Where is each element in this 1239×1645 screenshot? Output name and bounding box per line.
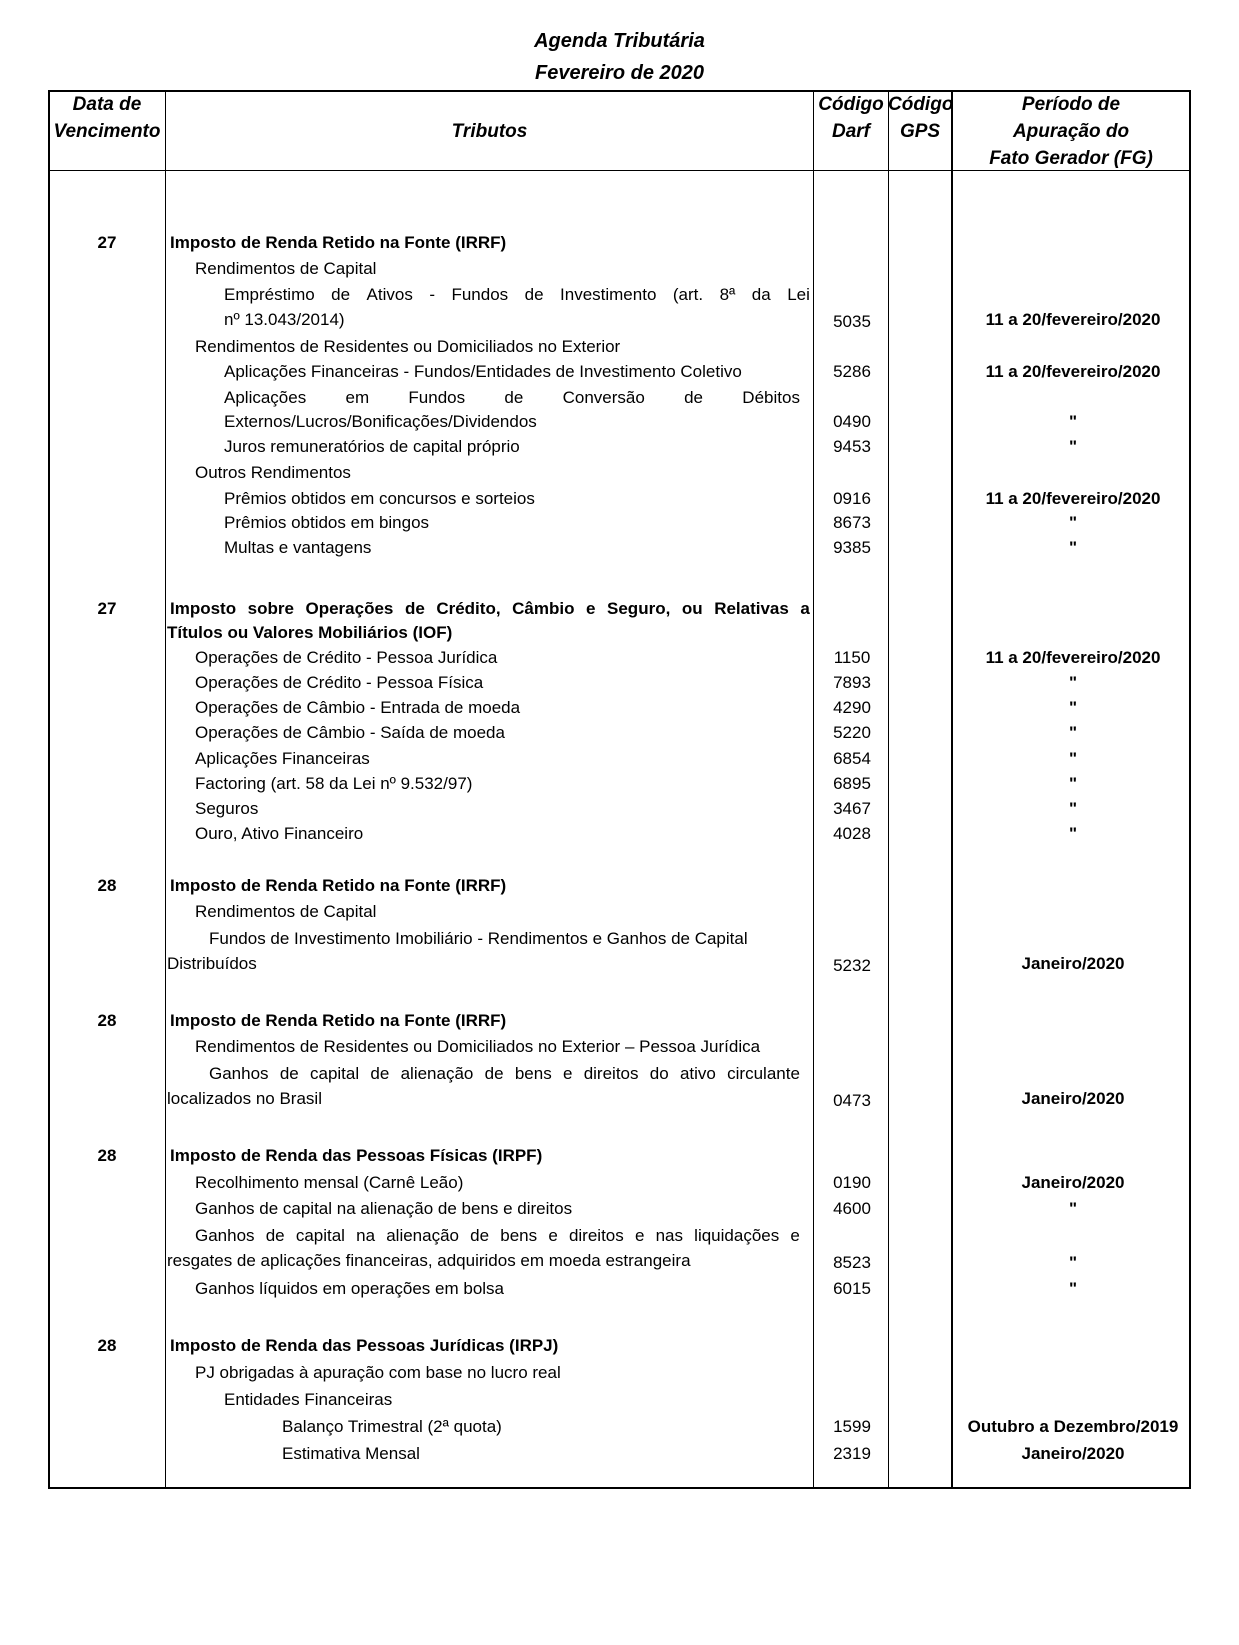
tax-item: Prêmios obtidos em bingos	[224, 513, 430, 532]
tax-subheading: Rendimentos de Residentes ou Domiciliados no Exterior – Pessoa Jurídica	[195, 1037, 761, 1056]
word: circulante	[727, 1064, 800, 1083]
word: (art.	[672, 285, 704, 304]
word: Fundos	[451, 285, 509, 304]
due-date: 28	[97, 876, 117, 895]
tax-item: Estimativa Mensal	[282, 1444, 420, 1463]
period: Outubro a Dezembro/2019	[967, 1417, 1179, 1436]
tax-item: Operações de Crédito - Pessoa Física	[195, 673, 484, 692]
tax-subheading: Entidades Financeiras	[224, 1390, 393, 1409]
darf-code: 0190	[833, 1173, 871, 1192]
word: de	[484, 1064, 504, 1083]
word: de	[370, 1064, 390, 1083]
word: e	[548, 1226, 558, 1245]
word: de	[524, 285, 544, 304]
period-ditto: "	[1068, 723, 1078, 742]
col-divider-tributos	[813, 90, 814, 1489]
period-ditto: "	[1068, 824, 1078, 843]
tax-item: Ganhos de capital na alienação de bens e direitos	[195, 1199, 573, 1218]
word: bens	[514, 1064, 552, 1083]
period: 11 a 20/fevereiro/2020	[985, 362, 1161, 381]
word: e	[586, 599, 596, 618]
period-ditto: "	[1068, 538, 1078, 557]
table-left-border	[48, 90, 50, 1489]
word: a	[800, 599, 810, 618]
word: ativo	[679, 1064, 716, 1083]
tax-item	[195, 1225, 800, 1247]
document-subtitle: Fevereiro de 2020	[535, 62, 704, 84]
period-ditto: "	[1068, 774, 1078, 793]
tax-item: Operações de Crédito - Pessoa Jurídica	[195, 648, 498, 667]
period-ditto: "	[1068, 513, 1078, 532]
tax-item: Prêmios obtidos em concursos e sorteios	[224, 489, 535, 508]
tax-heading: Imposto de Renda das Pessoas Jurídicas (IRPJ)	[170, 1336, 559, 1355]
tax-subheading: Outros Rendimentos	[195, 463, 351, 482]
word: de	[331, 285, 351, 304]
period: 11 a 20/fevereiro/2020	[985, 310, 1161, 329]
word: liquidações	[694, 1226, 780, 1245]
word: Ganhos	[209, 1064, 269, 1083]
tax-item-cont: resgates de aplicações financeiras, adquiridos em moeda estrangeira	[167, 1251, 691, 1270]
word: Ativos	[366, 285, 413, 304]
word: capital	[295, 1226, 345, 1245]
period-ditto: "	[1068, 412, 1078, 431]
period: Janeiro/2020	[1021, 1444, 1125, 1463]
darf-code: 1150	[833, 648, 871, 667]
word: Conversão	[562, 388, 645, 407]
word: de	[404, 599, 425, 618]
word: Câmbio	[512, 599, 575, 618]
tax-heading-cont: Títulos ou Valores Mobiliários (IOF)	[167, 623, 453, 642]
table-bottom-border	[48, 1487, 1191, 1489]
darf-code: 8523	[833, 1253, 871, 1272]
darf-code: 4028	[833, 824, 871, 843]
darf-code: 4600	[833, 1199, 871, 1218]
tax-item: Factoring (art. 58 da Lei nº 9.532/97)	[195, 774, 473, 793]
word: Operações	[305, 599, 394, 618]
word: sobre	[247, 599, 294, 618]
period-ditto: "	[1068, 437, 1078, 456]
word: do	[649, 1064, 669, 1083]
tax-item: Fundos de Investimento Imobiliário - Rendimentos e Ganhos de Capital	[209, 929, 748, 948]
period: Janeiro/2020	[1021, 954, 1125, 973]
tax-item: Multas e vantagens	[224, 538, 372, 557]
period-ditto: "	[1068, 698, 1078, 717]
tax-item	[209, 1063, 800, 1085]
due-date: 28	[97, 1336, 117, 1355]
header-codigo-gps: Código GPS	[888, 94, 954, 142]
period: 11 a 20/fevereiro/2020	[985, 489, 1161, 508]
tax-heading: Imposto de Renda Retido na Fonte (IRRF)	[170, 876, 507, 895]
word: de	[504, 388, 524, 407]
darf-code: 5232	[833, 956, 871, 975]
darf-code: 6895	[833, 774, 871, 793]
darf-code: 4290	[833, 698, 871, 717]
word: Ganhos	[195, 1226, 255, 1245]
word: alienação	[386, 1226, 459, 1245]
document-title: Agenda Tributária	[534, 30, 705, 52]
word: Lei	[787, 285, 810, 304]
tax-heading	[170, 598, 810, 620]
header-date: Data de Vencimento	[53, 94, 161, 142]
word: Débitos	[742, 388, 800, 407]
tax-item: Seguros	[195, 799, 259, 818]
period-ditto: "	[1068, 749, 1078, 768]
word: e	[562, 1064, 573, 1083]
darf-code: 2319	[833, 1444, 871, 1463]
darf-code: 6015	[833, 1279, 871, 1298]
tax-heading: Imposto de Renda Retido na Fonte (IRRF)	[170, 233, 507, 252]
word: Investimento	[560, 285, 657, 304]
tax-item: Aplicações Financeiras - Fundos/Entidades de Investimento Coletivo	[224, 362, 742, 381]
header-periodo: Período de Apuração do Fato Gerador (FG)	[989, 94, 1153, 169]
word: 8ª	[719, 285, 736, 304]
tax-item: Ouro, Ativo Financeiro	[195, 824, 364, 843]
word: de	[265, 1226, 285, 1245]
due-date: 27	[97, 233, 117, 252]
period-ditto: "	[1068, 1253, 1078, 1272]
word: Fundos	[408, 388, 466, 407]
word: e	[634, 1226, 645, 1245]
tax-item	[224, 387, 800, 409]
darf-code: 3467	[833, 799, 871, 818]
word: Imposto	[170, 599, 237, 618]
darf-code: 5286	[833, 362, 871, 381]
tax-subheading: Rendimentos de Capital	[195, 259, 377, 278]
tax-subheading: PJ obrigadas à apuração com base no lucro real	[195, 1363, 561, 1382]
darf-code: 0490	[833, 412, 871, 431]
word: ou	[681, 599, 703, 618]
col-divider-date	[165, 90, 166, 1489]
tax-item	[224, 284, 810, 306]
word: da	[751, 285, 771, 304]
word: -	[429, 285, 435, 304]
word: Empréstimo	[224, 285, 315, 304]
word: em	[345, 388, 370, 407]
darf-code: 0916	[833, 489, 871, 508]
darf-code: 7893	[833, 673, 871, 692]
tax-item-cont: localizados no Brasil	[167, 1089, 322, 1108]
darf-code: 9385	[833, 538, 871, 557]
period-ditto: "	[1068, 1279, 1078, 1298]
darf-code: 0473	[833, 1091, 871, 1110]
tax-item-cont: Distribuídos	[167, 954, 257, 973]
word: de	[470, 1226, 490, 1245]
header-tributos: Tributos	[451, 121, 528, 142]
tax-item-cont: Externos/Lucros/Bonificações/Dividendos	[224, 412, 537, 431]
col-divider-darf	[888, 90, 889, 1489]
tax-item: Aplicações Financeiras	[195, 749, 370, 768]
tax-heading: Imposto de Renda das Pessoas Físicas (IRPF)	[170, 1146, 543, 1165]
word: nas	[655, 1226, 683, 1245]
word: direitos	[568, 1226, 624, 1245]
tax-item: Operações de Câmbio - Entrada de moeda	[195, 698, 521, 717]
period-ditto: "	[1068, 1199, 1078, 1218]
header-codigo-darf: Código Darf	[818, 94, 884, 142]
word: Relativas	[714, 599, 789, 618]
tax-subheading: Rendimentos de Residentes ou Domiciliados no Exterior	[195, 337, 621, 356]
tax-item: Ganhos líquidos em operações em bolsa	[195, 1279, 505, 1298]
period: Janeiro/2020	[1021, 1089, 1125, 1108]
tax-subheading: Rendimentos de Capital	[195, 902, 377, 921]
word: e	[790, 1226, 800, 1245]
darf-code: 9453	[833, 437, 871, 456]
word: de	[684, 388, 704, 407]
darf-code: 5220	[833, 723, 871, 742]
period-ditto: "	[1068, 673, 1078, 692]
word: de	[279, 1064, 299, 1083]
tax-item: Balanço Trimestral (2ª quota)	[282, 1417, 502, 1436]
period: 11 a 20/fevereiro/2020	[985, 648, 1161, 667]
word: Seguro,	[607, 599, 671, 618]
darf-code: 6854	[833, 749, 871, 768]
word: capital	[310, 1064, 360, 1083]
due-date: 28	[97, 1146, 117, 1165]
tax-heading: Imposto de Renda Retido na Fonte (IRRF)	[170, 1011, 507, 1030]
due-date: 27	[97, 599, 117, 618]
period-ditto: "	[1068, 799, 1078, 818]
word: direitos	[583, 1064, 639, 1083]
word: bens	[500, 1226, 538, 1245]
word: na	[356, 1226, 376, 1245]
tax-item: Juros remuneratórios de capital próprio	[224, 437, 520, 456]
word: Aplicações	[224, 388, 307, 407]
darf-code: 1599	[833, 1417, 871, 1436]
due-date: 28	[97, 1011, 117, 1030]
darf-code: 8673	[833, 513, 871, 532]
darf-code: 5035	[833, 312, 871, 331]
period: Janeiro/2020	[1021, 1173, 1125, 1192]
word: Crédito,	[436, 599, 501, 618]
tax-item: Operações de Câmbio - Saída de moeda	[195, 723, 505, 742]
tax-item: Recolhimento mensal (Carnê Leão)	[195, 1173, 464, 1192]
word: alienação	[400, 1064, 474, 1083]
tax-item-cont: nº 13.043/2014)	[224, 310, 345, 329]
